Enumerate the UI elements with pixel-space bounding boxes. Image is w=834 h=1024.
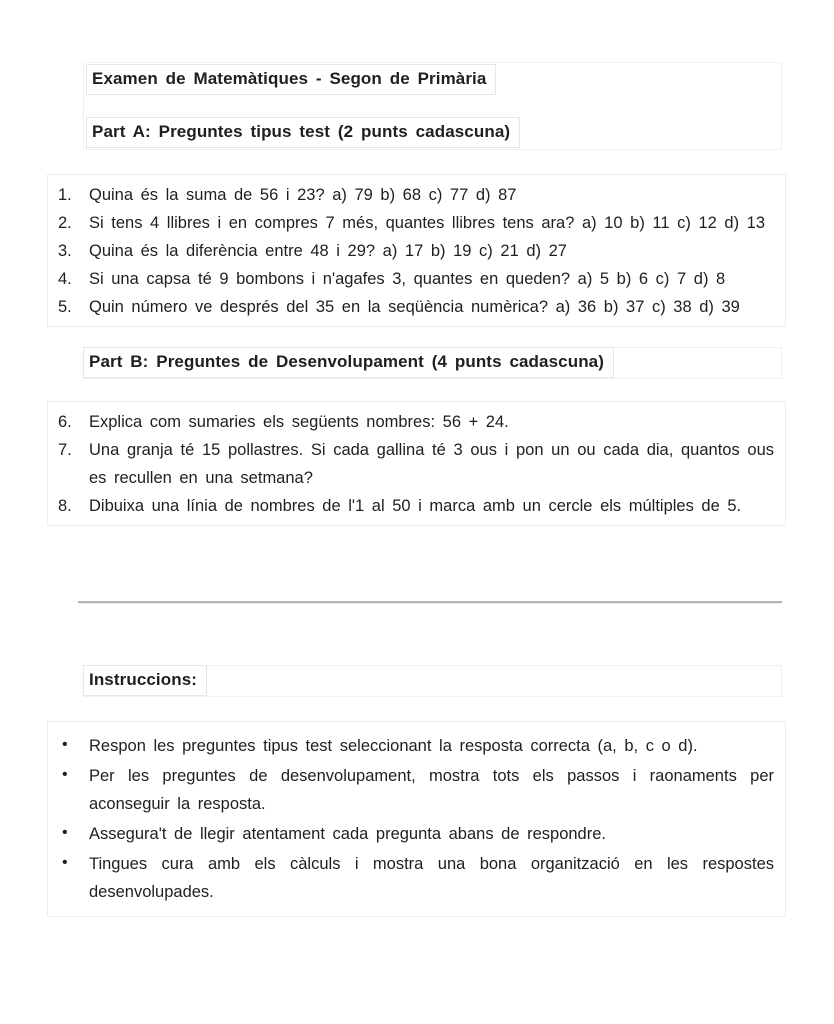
question-item	[48, 436, 774, 492]
bullet-icon: •	[62, 854, 68, 871]
question-text: Quina és la diferència entre 48 i 29? a) 17 b) 19 c) 21 d) 27	[89, 242, 567, 260]
question-text: Quina és la suma de 56 i 23? a) 79 b) 68 c) 77 d) 87	[89, 186, 517, 204]
question-number: 5.	[58, 298, 72, 316]
part-a-questions-box	[47, 174, 786, 327]
header-block	[83, 62, 782, 150]
instruction-text: Per les preguntes de desenvolupament, mostra tots els passos i raonaments per aconseguir la resposta.	[89, 767, 774, 813]
instruction-text: Respon les preguntes tipus test seleccionant la resposta correcta (a, b, c o d).	[89, 737, 698, 755]
question-text: Una granja té 15 pollastres. Si cada gallina té 3 ous i pon un ou cada dia, quantos ous es recullen en una setmana?	[89, 441, 774, 487]
bullet-icon: •	[62, 824, 68, 841]
document-title: Examen de Matemàtiques - Segon de Primària	[86, 64, 496, 95]
question-item	[48, 209, 774, 237]
instructions-heading: Instruccions:	[83, 665, 207, 696]
question-text: Si tens 4 llibres i en compres 7 més, quantes llibres tens ara? a) 10 b) 11 c) 12 d) 13	[89, 214, 766, 232]
question-number: 4.	[58, 270, 72, 288]
part-b-questions-box	[47, 401, 786, 526]
section-divider	[78, 601, 782, 604]
question-text: Dibuixa una línia de nombres de l'1 al 50 i marca amb un cercle els múltiples de 5.	[89, 497, 742, 515]
instruction-item	[48, 850, 774, 906]
instructions-box	[47, 721, 786, 917]
part-a-question-list	[48, 181, 774, 321]
bullet-icon: •	[62, 766, 68, 783]
question-text: Quin número ve després del 35 en la seqüència numèrica? a) 36 b) 37 c) 38 d) 39	[89, 298, 740, 316]
question-item	[48, 181, 774, 209]
bullet-icon: •	[62, 736, 68, 753]
question-item	[48, 492, 774, 520]
question-item	[48, 265, 774, 293]
question-number: 8.	[58, 497, 72, 515]
instruction-item	[48, 820, 774, 848]
part-a-heading: Part A: Preguntes tipus test (2 punts cadascuna)	[86, 117, 520, 148]
part-b-heading: Part B: Preguntes de Desenvolupament (4 punts cadascuna)	[83, 347, 614, 378]
instruction-text: Assegura't de llegir atentament cada pregunta abans de respondre.	[89, 825, 606, 843]
exam-document	[0, 62, 834, 1024]
part-b-heading-row	[83, 347, 782, 379]
question-number: 7.	[58, 441, 72, 459]
question-item	[48, 293, 774, 321]
instruction-text: Tingues cura amb els càlculs i mostra una bona organització en les respostes desenvolupades.	[89, 855, 774, 901]
question-number: 2.	[58, 214, 72, 232]
question-number: 3.	[58, 242, 72, 260]
question-number: 6.	[58, 413, 72, 431]
question-number: 1.	[58, 186, 72, 204]
question-text: Si una capsa té 9 bombons i n'agafes 3, quantes en queden? a) 5 b) 6 c) 7 d) 8	[89, 270, 726, 288]
question-item	[48, 408, 774, 436]
instruction-item	[48, 732, 774, 760]
part-b-question-list	[48, 408, 774, 520]
question-item	[48, 237, 774, 265]
instruction-item	[48, 762, 774, 818]
instructions-heading-row	[83, 665, 782, 697]
question-text: Explica com sumaries els següents nombres: 56 + 24.	[89, 413, 509, 431]
instructions-list	[48, 732, 774, 906]
